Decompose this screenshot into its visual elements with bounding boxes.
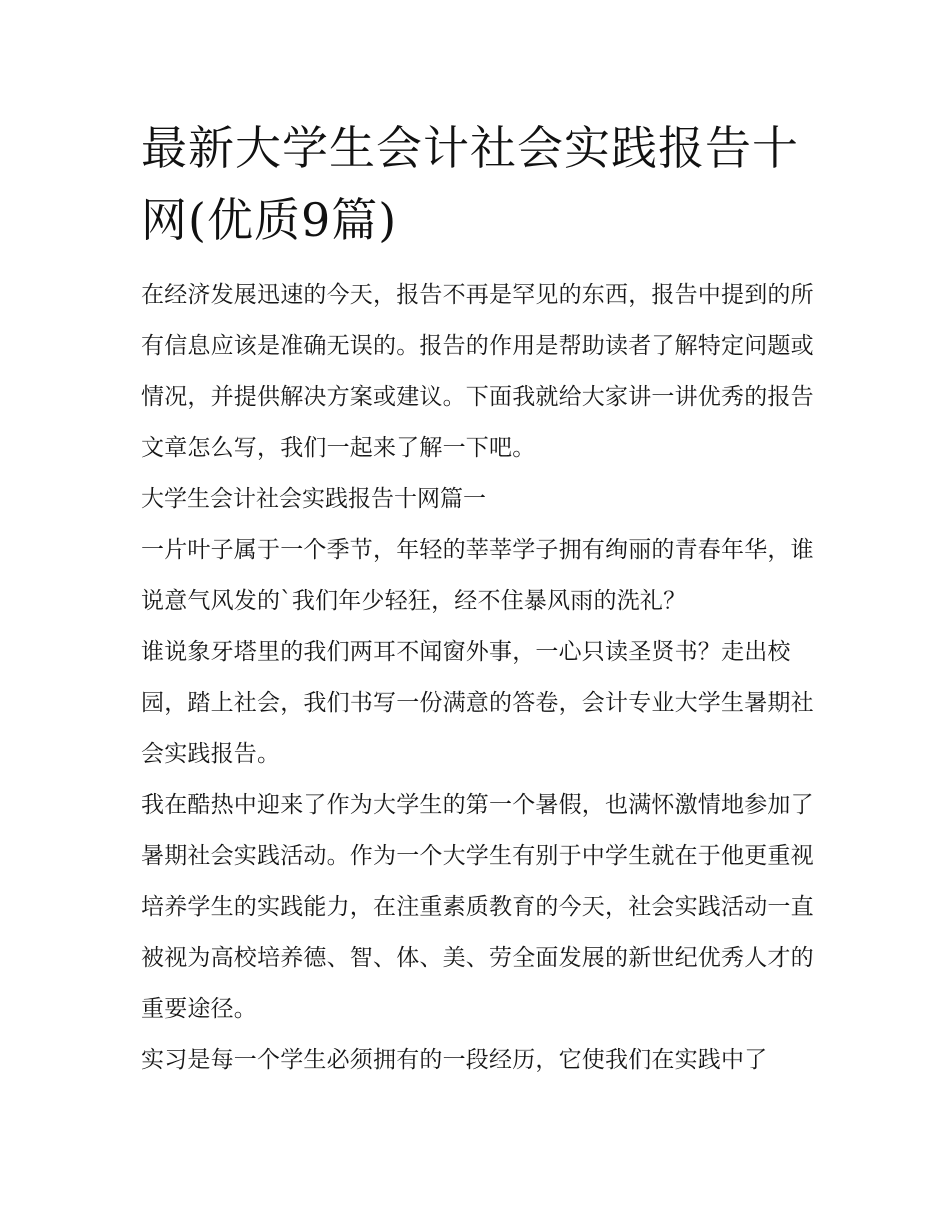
intro-paragraph: 在经济发展迅速的今天，报告不再是罕见的东西，报告中提到的所有信息应该是准确无误的。报告的作用是帮助读者了解特定问题或情况，并提供解决方案或建议。下面我就给大家讲一讲优秀的报告文章怎么写，我们一起来了解一下吧。: [141, 282, 814, 461]
section-heading: 大学生会计社会实践报告十网篇一: [141, 486, 486, 512]
body-paragraph-2: 谁说象牙塔里的我们两耳不闻窗外事，一心只读圣贤书？走出校园，踏上社会，我们书写一份满意的答卷，会计专业大学生暑期社会实践报告。: [141, 639, 814, 767]
body-paragraph-4: 实习是每一个学生必须拥有的一段经历，它使我们在实践中了: [141, 1047, 768, 1073]
body-paragraph-1: 一片叶子属于一个季节，年轻的莘莘学子拥有绚丽的青春年华，谁说意气风发的`我们年少轻狂，经不住暴风雨的洗礼？: [141, 537, 814, 614]
body-paragraph-3: 我在酷热中迎来了作为大学生的第一个暑假，也满怀激情地参加了暑期社会实践活动。作为一个大学生有别于中学生就在于他更重视培养学生的实践能力，在注重素质教育的今天，社会实践活动一直被视为高校培养德、智、体、美、劳全面发展的新世纪优秀人才的重要途径。: [141, 792, 814, 1022]
document-title: 最新大学生会计社会实践报告十网(优质9篇): [141, 121, 799, 247]
document-body: [141, 112, 821, 1086]
